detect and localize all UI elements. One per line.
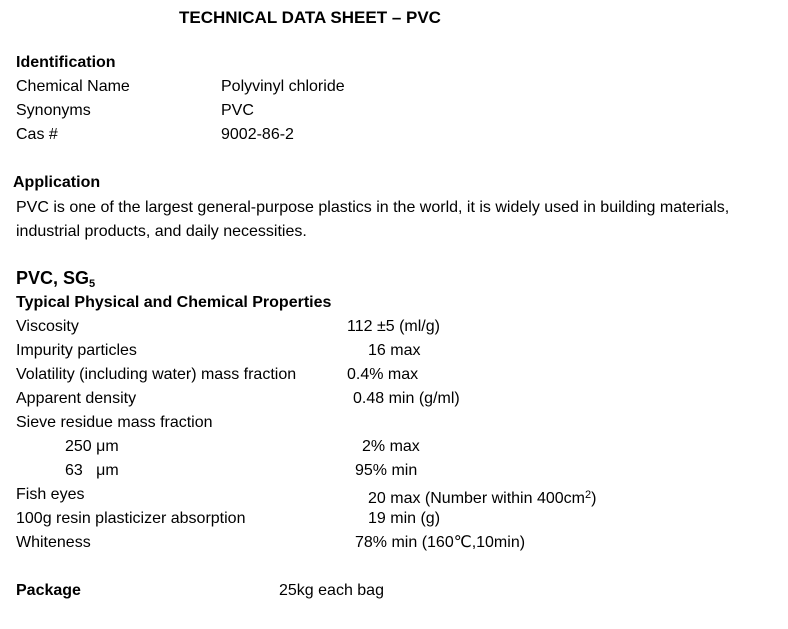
page-title: TECHNICAL DATA SHEET – PVC: [179, 8, 441, 27]
sieve-residue-label: Sieve residue mass fraction: [16, 414, 213, 431]
plasticizer-value: 19 min (g): [368, 510, 441, 527]
whiteness-value: 78% min (160℃,10min): [355, 534, 526, 551]
fish-eyes-value: [368, 485, 596, 509]
properties-heading: Typical Physical and Chemical Properties: [16, 294, 332, 311]
sieve-250-label: 250 μm: [65, 438, 119, 455]
fish-eyes-label: Fish eyes: [16, 486, 85, 503]
fish-eyes-value-text: 20 max (Number within 400cm: [368, 490, 585, 507]
impurity-label: Impurity particles: [16, 342, 137, 359]
chemical-name-label: Chemical Name: [16, 78, 130, 95]
identification-heading: Identification: [16, 54, 116, 71]
cas-label: Cas #: [16, 126, 58, 143]
application-heading: Application: [13, 174, 101, 191]
application-text-line-1: PVC is one of the largest general-purpose plastics in the world, it is widely used in building materials,: [16, 199, 730, 216]
synonyms-value: PVC: [221, 102, 254, 119]
volatility-value: 0.4% max: [347, 366, 419, 383]
package-value: 25kg each bag: [279, 582, 384, 599]
plasticizer-label: 100g resin plasticizer absorption: [16, 510, 246, 527]
grade-name: PVC, SG: [16, 268, 90, 288]
whiteness-label: Whiteness: [16, 534, 91, 551]
sieve-250-value: 2% max: [362, 438, 420, 455]
apparent-density-value: 0.48 min (g/ml): [353, 390, 460, 407]
viscosity-value: 112 ±5 (ml/g): [347, 318, 440, 335]
apparent-density-label: Apparent density: [16, 390, 137, 407]
fish-eyes-superscript: 2: [584, 489, 592, 501]
sieve-63-value: 95% min: [355, 462, 418, 479]
grade-subscript: 5: [89, 278, 96, 290]
package-label: Package: [16, 582, 81, 599]
impurity-value: 16 max: [368, 342, 421, 359]
cas-value: 9002-86-2: [221, 126, 294, 143]
volatility-label: Volatility (including water) mass fraction: [16, 366, 297, 383]
grade-heading: [16, 268, 95, 294]
fish-eyes-close: ): [591, 490, 597, 507]
sieve-63-label: 63 μm: [65, 462, 119, 479]
application-text-line-2: industrial products, and daily necessities.: [16, 223, 307, 240]
synonyms-label: Synonyms: [16, 102, 91, 119]
chemical-name-value: Polyvinyl chloride: [221, 78, 345, 95]
viscosity-label: Viscosity: [16, 318, 79, 335]
